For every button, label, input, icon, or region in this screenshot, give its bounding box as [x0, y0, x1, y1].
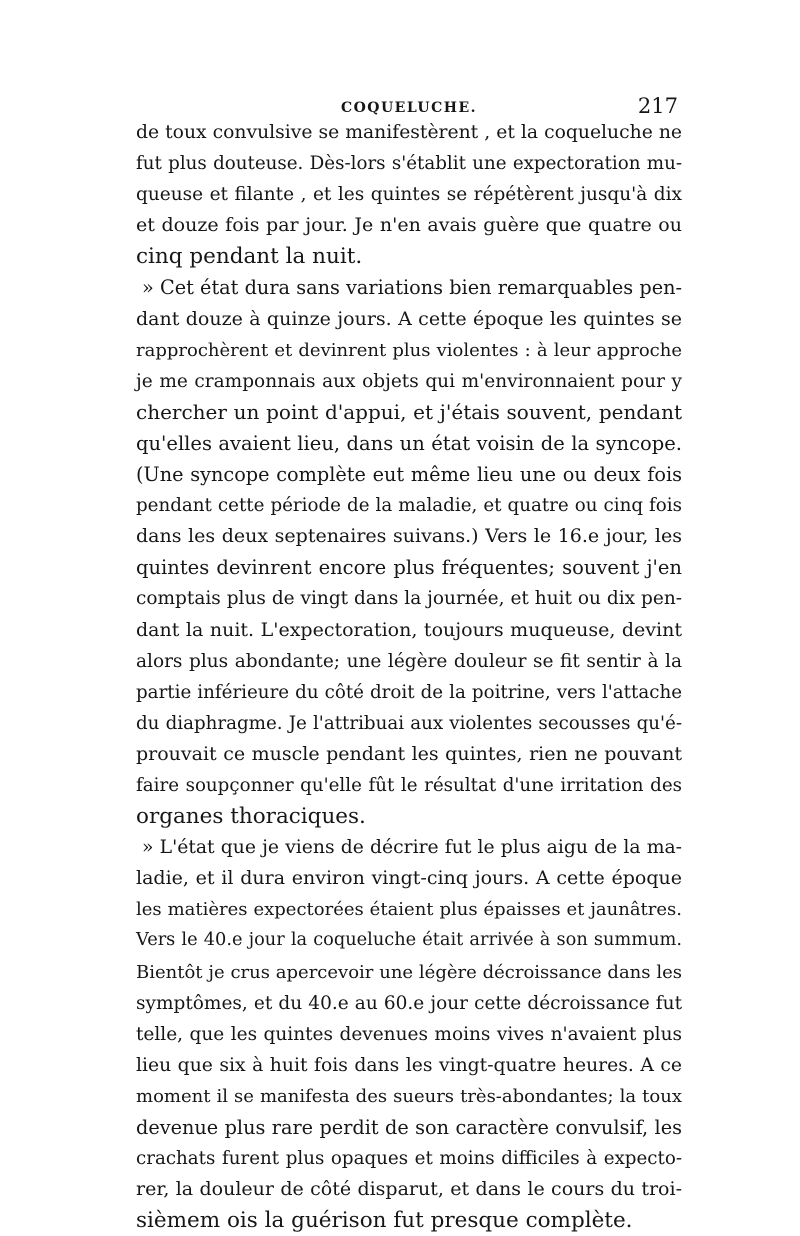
text-line: moment il se manifesta des sueurs très-abondantes; la toux — [136, 1085, 682, 1107]
text-line: ladie, et il dura environ vingt-cinq jours. A cette époque — [136, 867, 682, 890]
body-text — [136, 117, 682, 1236]
text-line: devenue plus rare perdit de son caractère convulsif, les — [136, 1116, 682, 1139]
text-line: sièmem ois la guérison fut presque complète. — [136, 1208, 633, 1234]
text-line: dant la nuit. L'expectoration, toujours muqueuse, devint — [136, 618, 682, 641]
text-line: de toux convulsive se manifestèrent , et la coqueluche ne — [136, 122, 682, 143]
text-line: prouvait ce muscle pendant les quintes, rien ne pouvant — [136, 742, 682, 765]
text-line: » L'état que je viens de décrire fut le plus aigu de la ma- — [142, 837, 682, 859]
text-line: dans les deux septenaires suivans.) Vers le 16.e jour, les — [136, 525, 682, 548]
text-line: alors plus abondante; une légère douleur se fit sentir à la — [136, 650, 682, 672]
text-line: dant douze à quinze jours. A cette époque les quintes se — [136, 307, 682, 330]
text-line: et douze fois par jour. Je n'en avais guère que quatre ou — [136, 214, 682, 237]
text-line: symptômes, et du 40.e au 60.e jour cette décroissance fut — [136, 992, 682, 1014]
text-line: comptais plus de vingt dans la journée, et huit ou dix pen- — [136, 588, 682, 610]
text-line: faire soupçonner qu'elle fût le résultat d'une irritation des — [136, 774, 682, 796]
text-line: » Cet état dura sans variations bien remarquables pen- — [142, 276, 682, 300]
text-line: pendant cette période de la maladie, et quatre ou cinq fois — [136, 495, 682, 517]
text-line: les matières expectorées étaient plus épaisses et jaunâtres. — [136, 899, 682, 921]
page-number: 217 — [637, 94, 678, 118]
text-line: fut plus douteuse. Dès-lors s'établit une expectoration mu- — [136, 153, 682, 175]
running-title: COQUELUCHE. — [340, 100, 478, 116]
text-line: (Une syncope complète eut même lieu une ou deux fois — [136, 463, 682, 487]
text-line: partie inférieure du côté droit de la poitrine, vers l'attache — [136, 681, 682, 703]
text-line: queuse et filante , et les quintes se répétèrent jusqu'à dix — [136, 184, 682, 206]
text-line: rapprochèrent et devinrent plus violentes : à leur approche — [136, 339, 682, 361]
text-line: cinq pendant la nuit. — [136, 244, 363, 270]
text-line: du diaphragme. Je l'attribuai aux violentes secousses qu'é- — [136, 712, 682, 734]
text-line: organes thoraciques. — [136, 804, 366, 830]
text-line: crachats furent plus opaques et moins difficiles à expecto- — [136, 1148, 682, 1170]
text-line: qu'elles avaient lieu, dans un état voisin de la syncope. — [136, 431, 682, 455]
text-line: Bientôt je crus apercevoir une légère décroissance dans les — [136, 961, 682, 983]
text-line: je me cramponnais aux objets qui m'environnaient pour y — [136, 370, 682, 392]
text-line: lieu que six à huit fois dans les vingt-quatre heures. A ce — [136, 1054, 682, 1076]
text-line: quintes devinrent encore plus fréquentes; souvent j'en — [136, 556, 682, 580]
text-line: rer, la douleur de côté disparut, et dans le cours du troi- — [136, 1178, 682, 1201]
text-line: telle, que les quintes devenues moins vives n'avaient plus — [136, 1023, 682, 1045]
text-line: chercher un point d'appui, et j'étais souvent, pendant — [136, 399, 682, 424]
text-line: Vers le 40.e jour la coqueluche était arrivée à son summum. — [136, 930, 682, 951]
